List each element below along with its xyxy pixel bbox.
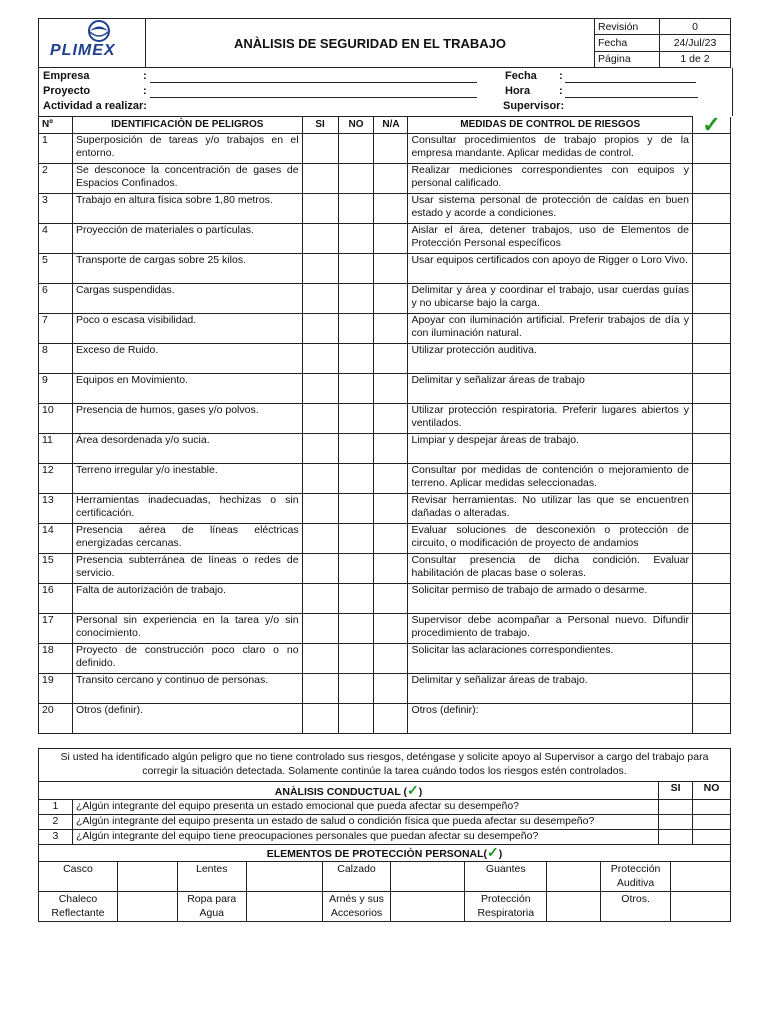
ppe-label: Otros. [601, 892, 671, 922]
meta-value: 24/Jul/23 [660, 35, 731, 51]
control-text: Solicitar permiso de trabajo de armado o desarme. [408, 583, 693, 613]
control-checkbox[interactable] [692, 493, 730, 523]
conduct-row [39, 815, 731, 830]
hazard-text: Proyección de materiales o partículas. [72, 223, 302, 253]
control-text: Delimitar y señalizar áreas de trabajo [408, 373, 693, 403]
na-checkbox[interactable] [374, 553, 408, 583]
row-number: 20 [39, 703, 73, 733]
no-checkbox[interactable] [338, 373, 374, 403]
control-checkbox[interactable] [692, 463, 730, 493]
conduct-question: ¿Algún integrante del equipo presenta un estado emocional que pueda afectar su desempeño? [72, 800, 658, 815]
hazard-text: Terreno irregular y/o inestable. [72, 463, 302, 493]
table-row [39, 433, 731, 463]
proyecto-colon: : [143, 85, 147, 97]
document-title: ANÀLISIS DE SEGURIDAD EN EL TRABAJO [146, 19, 595, 68]
ppe-checkbox[interactable] [547, 862, 601, 892]
control-text: Aislar el área, detener trabajos, uso de Elementos de Protección Personal específicos [408, 223, 693, 253]
col-control-header: MEDIDAS DE CONTROL DE RIESGOS [408, 117, 693, 134]
proyecto-label: Proyecto [43, 85, 91, 97]
no-checkbox[interactable] [338, 673, 374, 703]
control-checkbox[interactable] [692, 583, 730, 613]
na-checkbox[interactable] [374, 673, 408, 703]
conduct-no-header: NO [693, 782, 731, 800]
si-checkbox[interactable] [302, 133, 338, 163]
conduct-question: ¿Algún integrante del equipo tiene preocupaciones personales que puedan afectar su desempeño? [72, 830, 658, 845]
hora-field[interactable] [565, 97, 698, 98]
ppe-label: Calzado [322, 862, 391, 892]
info-block [38, 68, 733, 116]
control-checkbox[interactable] [692, 133, 730, 163]
col-na-header: N/A [374, 117, 408, 134]
si-checkbox[interactable] [302, 343, 338, 373]
conduct-question: ¿Algún integrante del equipo presenta un estado de salud o condición física que pueda afectar su desempeño? [72, 815, 658, 830]
conduct-title-end: ) [418, 786, 423, 798]
control-text: Supervisor debe acompañar a Personal nuevo. Difundir procedimiento de trabajo. [408, 613, 693, 643]
control-text: Delimitar y señalizar áreas de trabajo. [408, 673, 693, 703]
ppe-label: Chaleco Reflectante [39, 892, 118, 922]
table-row [39, 643, 731, 673]
logo-text: PLIMEX [50, 42, 116, 59]
conduct-row [39, 830, 731, 845]
no-checkbox[interactable] [338, 163, 374, 193]
hazard-text: Proyecto de construcción poco claro o no definido. [72, 643, 302, 673]
si-checkbox[interactable] [302, 223, 338, 253]
conduct-no-checkbox[interactable] [693, 800, 731, 815]
actividad-label: Actividad a realizar: [43, 100, 147, 112]
si-checkbox[interactable] [302, 313, 338, 343]
table-row [39, 703, 731, 733]
ppe-label: Lentes [177, 862, 246, 892]
no-checkbox[interactable] [338, 133, 374, 163]
na-checkbox[interactable] [374, 133, 408, 163]
ppe-checkbox[interactable] [391, 892, 465, 922]
checkmark-icon: ✓ [407, 782, 419, 798]
na-checkbox[interactable] [374, 193, 408, 223]
si-checkbox[interactable] [302, 373, 338, 403]
no-checkbox[interactable] [338, 583, 374, 613]
na-checkbox[interactable] [374, 583, 408, 613]
hazard-text: Personal sin experiencia en la tarea y/o sin conocimiento. [72, 613, 302, 643]
control-text: Consultar por medidas de contención o mejoramiento de terreno. Aplicar medidas seleccionadas. [408, 463, 693, 493]
control-text: Consultar procedimientos de trabajo propios y de la empresa mandante. Aplicar medidas de control. [408, 133, 693, 163]
fecha-field[interactable] [565, 82, 696, 83]
hora-label: Hora [505, 85, 531, 97]
no-checkbox[interactable] [338, 493, 374, 523]
row-number: 1 [39, 133, 73, 163]
control-checkbox[interactable] [692, 613, 730, 643]
control-text: Consultar presencia de dicha condición. Evaluar habilitación de placas base o soleras. [408, 553, 693, 583]
meta-value: 0 [660, 19, 731, 35]
table-row [39, 343, 731, 373]
no-checkbox[interactable] [338, 403, 374, 433]
proyecto-field[interactable] [150, 97, 477, 98]
checkmark-icon: ✓ [692, 117, 730, 134]
si-checkbox[interactable] [302, 283, 338, 313]
hazard-text: Se desconoce la concentración de gases de Espacios Confinados. [72, 163, 302, 193]
conduct-si-header: SI [659, 782, 693, 800]
hora-colon: : [559, 85, 563, 97]
row-number: 12 [39, 463, 73, 493]
na-checkbox[interactable] [374, 403, 408, 433]
na-checkbox[interactable] [374, 613, 408, 643]
ppe-checkbox[interactable] [117, 862, 177, 892]
ppe-label: Protección Respiratoria [465, 892, 547, 922]
control-text: Utilizar protección auditiva. [408, 343, 693, 373]
si-checkbox[interactable] [302, 673, 338, 703]
row-number: 9 [39, 373, 73, 403]
control-checkbox[interactable] [692, 253, 730, 283]
bottom-section [38, 748, 731, 845]
row-number: 18 [39, 643, 73, 673]
hazard-text: Poco o escasa visibilidad. [72, 313, 302, 343]
control-checkbox[interactable] [692, 223, 730, 253]
row-number: 11 [39, 433, 73, 463]
table-row [39, 223, 731, 253]
control-checkbox[interactable] [692, 193, 730, 223]
conduct-si-checkbox[interactable] [659, 800, 693, 815]
ppe-checkbox[interactable] [671, 862, 731, 892]
control-checkbox[interactable] [692, 523, 730, 553]
hazard-text: Transito cercano y continuo de personas. [72, 673, 302, 703]
control-checkbox[interactable] [692, 283, 730, 313]
na-checkbox[interactable] [374, 313, 408, 343]
control-text: Delimitar y área y coordinar el trabajo, usar cuerdas guías y no ubicarse bajo la carga. [408, 283, 693, 313]
si-checkbox[interactable] [302, 703, 338, 733]
supervisor-label: Supervisor: [503, 100, 565, 112]
no-checkbox[interactable] [338, 343, 374, 373]
table-row [39, 553, 731, 583]
control-checkbox[interactable] [692, 703, 730, 733]
si-checkbox[interactable] [302, 193, 338, 223]
na-checkbox[interactable] [374, 643, 408, 673]
na-checkbox[interactable] [374, 703, 408, 733]
ppe-checkbox[interactable] [117, 892, 177, 922]
row-number: 15 [39, 553, 73, 583]
control-checkbox[interactable] [692, 433, 730, 463]
table-row [39, 283, 731, 313]
row-number: 14 [39, 523, 73, 553]
empresa-colon: : [143, 70, 147, 82]
ppe-label: Ropa para Agua [177, 892, 246, 922]
table-row [39, 673, 731, 703]
control-text: Revisar herramientas. No utilizar las que se encuentren dañadas o alteradas. [408, 493, 693, 523]
col-hazard-header: IDENTIFICACIÒN DE PELIGROS [72, 117, 302, 134]
row-number: 8 [39, 343, 73, 373]
control-checkbox[interactable] [692, 343, 730, 373]
table-row [39, 313, 731, 343]
na-checkbox[interactable] [374, 283, 408, 313]
conduct-si-checkbox[interactable] [659, 830, 693, 845]
row-number: 16 [39, 583, 73, 613]
ppe-checkbox[interactable] [547, 892, 601, 922]
ppe-title-text: ELEMENTOS DE PROTECCIÒN PERSONAL( [266, 848, 488, 860]
hazard-text: Trabajo en altura física sobre 1,80 metros. [72, 193, 302, 223]
meta-value: 1 de 2 [660, 51, 731, 67]
conduct-number: 2 [39, 815, 73, 830]
no-checkbox[interactable] [338, 283, 374, 313]
plimex-logo-icon [84, 20, 114, 42]
conduct-title-text: ANÀLISIS CONDUCTUAL ( [274, 786, 408, 798]
table-row [39, 463, 731, 493]
row-number: 7 [39, 313, 73, 343]
si-checkbox[interactable] [302, 253, 338, 283]
si-checkbox[interactable] [302, 463, 338, 493]
control-text: Utilizar protección respiratoria. Preferir lugares abiertos y ventilados. [408, 403, 693, 433]
checkmark-icon: ✓ [487, 844, 499, 860]
conduct-row [39, 800, 731, 815]
si-checkbox[interactable] [302, 433, 338, 463]
no-checkbox[interactable] [338, 613, 374, 643]
si-checkbox[interactable] [302, 613, 338, 643]
fecha-colon: : [559, 70, 563, 82]
si-checkbox[interactable] [302, 583, 338, 613]
table-row [39, 493, 731, 523]
hazard-text: Falta de autorización de trabajo. [72, 583, 302, 613]
hazard-text: Equipos en Movimiento. [72, 373, 302, 403]
ppe-label: Arnés y sus Accesorios [322, 892, 391, 922]
row-number: 13 [39, 493, 73, 523]
conduct-number: 3 [39, 830, 73, 845]
hazard-text: Presencia subterránea de líneas o redes de servicio. [72, 553, 302, 583]
table-row [39, 373, 731, 403]
row-number: 19 [39, 673, 73, 703]
control-text: Solicitar las aclaraciones correspondientes. [408, 643, 693, 673]
hazard-text: Presencia aérea de líneas eléctricas energizadas cercanas. [72, 523, 302, 553]
hazard-table [38, 111, 731, 734]
control-text: Usar sistema personal de protección de caídas en buen estado y acorde a condiciones. [408, 193, 693, 223]
conduct-si-checkbox[interactable] [659, 815, 693, 830]
no-checkbox[interactable] [338, 253, 374, 283]
control-text: Evaluar soluciones de desconexión o protección de circuito, o modificación de proyecto de andamios [408, 523, 693, 553]
ppe-checkbox[interactable] [246, 862, 322, 892]
control-checkbox[interactable] [692, 553, 730, 583]
si-checkbox[interactable] [302, 493, 338, 523]
na-checkbox[interactable] [374, 433, 408, 463]
ppe-checkbox[interactable] [391, 862, 465, 892]
si-checkbox[interactable] [302, 163, 338, 193]
ppe-label: Protección Auditiva [601, 862, 671, 892]
control-text: Usar equipos certificados con apoyo de Rigger o Loro Vivo. [408, 253, 693, 283]
control-checkbox[interactable] [692, 373, 730, 403]
row-number: 6 [39, 283, 73, 313]
si-checkbox[interactable] [302, 643, 338, 673]
ppe-checkbox[interactable] [671, 892, 731, 922]
na-checkbox[interactable] [374, 223, 408, 253]
table-row [39, 253, 731, 283]
ppe-table [38, 844, 731, 922]
control-checkbox[interactable] [692, 313, 730, 343]
document-header [38, 18, 731, 68]
no-checkbox[interactable] [338, 523, 374, 553]
meta-label: Fecha [595, 35, 660, 51]
no-checkbox[interactable] [338, 313, 374, 343]
no-checkbox[interactable] [338, 643, 374, 673]
table-row [39, 523, 731, 553]
meta-label: Revisión [595, 19, 660, 35]
na-checkbox[interactable] [374, 373, 408, 403]
col-no-header: NO [338, 117, 374, 134]
no-checkbox[interactable] [338, 223, 374, 253]
hazard-text: Otros (definir). [72, 703, 302, 733]
no-checkbox[interactable] [338, 463, 374, 493]
col-number-header: Nº [39, 117, 73, 134]
control-text: Apoyar con iluminación artificial. Preferir trabajos de día y con iluminación natural. [408, 313, 693, 343]
conduct-no-checkbox[interactable] [693, 815, 731, 830]
hazard-text: Superposición de tareas y/o trabajos en el entorno. [72, 133, 302, 163]
conduct-number: 1 [39, 800, 73, 815]
col-si-header: SI [302, 117, 338, 134]
row-number: 5 [39, 253, 73, 283]
ppe-checkbox[interactable] [246, 892, 322, 922]
no-checkbox[interactable] [338, 193, 374, 223]
row-number: 17 [39, 613, 73, 643]
fecha-label: Fecha [505, 70, 537, 82]
no-checkbox[interactable] [338, 433, 374, 463]
ppe-title-end: ) [498, 848, 503, 860]
hazard-text: Exceso de Ruido. [72, 343, 302, 373]
control-text: Otros (definir): [408, 703, 693, 733]
hazard-text: Cargas suspendidas. [72, 283, 302, 313]
control-checkbox[interactable] [692, 163, 730, 193]
table-row [39, 403, 731, 433]
control-text: Realizar mediciones correspondientes con equipos y personal calificado. [408, 163, 693, 193]
control-text: Limpiar y despejar áreas de trabajo. [408, 433, 693, 463]
table-row [39, 133, 731, 163]
hazard-text: Transporte de cargas sobre 25 kilos. [72, 253, 302, 283]
logo-cell [39, 19, 146, 68]
hazard-text: Presencia de humos, gases y/o polvos. [72, 403, 302, 433]
ppe-label: Guantes [465, 862, 547, 892]
control-checkbox[interactable] [692, 643, 730, 673]
ppe-label: Casco [39, 862, 118, 892]
na-checkbox[interactable] [374, 523, 408, 553]
hazard-text: Herramientas inadecuadas, hechizas o sin certificación. [72, 493, 302, 523]
na-checkbox[interactable] [374, 493, 408, 523]
control-checkbox[interactable] [692, 403, 730, 433]
meta-label: Página [595, 51, 660, 67]
row-number: 4 [39, 223, 73, 253]
ppe-title [39, 845, 731, 862]
table-row [39, 583, 731, 613]
si-checkbox[interactable] [302, 403, 338, 433]
warning-note: Si usted ha identificado algún peligro que no tiene controlado sus riesgos, deténgase y solicite apoyo al Supervisor a cargo del trabajo para corregir la situación detectada. Solamente continúe la tarea cuándo todos los riesgos estén controlados. [39, 749, 731, 782]
conduct-no-checkbox[interactable] [693, 830, 731, 845]
control-checkbox[interactable] [692, 673, 730, 703]
conduct-title [39, 782, 659, 800]
na-checkbox[interactable] [374, 163, 408, 193]
no-checkbox[interactable] [338, 703, 374, 733]
na-checkbox[interactable] [374, 253, 408, 283]
table-row [39, 613, 731, 643]
row-number: 10 [39, 403, 73, 433]
empresa-field[interactable] [150, 82, 477, 83]
table-row [39, 163, 731, 193]
row-number: 2 [39, 163, 73, 193]
na-checkbox[interactable] [374, 463, 408, 493]
no-checkbox[interactable] [338, 553, 374, 583]
table-row [39, 193, 731, 223]
si-checkbox[interactable] [302, 553, 338, 583]
na-checkbox[interactable] [374, 343, 408, 373]
si-checkbox[interactable] [302, 523, 338, 553]
hazard-text: Área desordenada y/o sucia. [72, 433, 302, 463]
row-number: 3 [39, 193, 73, 223]
empresa-label: Empresa [43, 70, 90, 82]
